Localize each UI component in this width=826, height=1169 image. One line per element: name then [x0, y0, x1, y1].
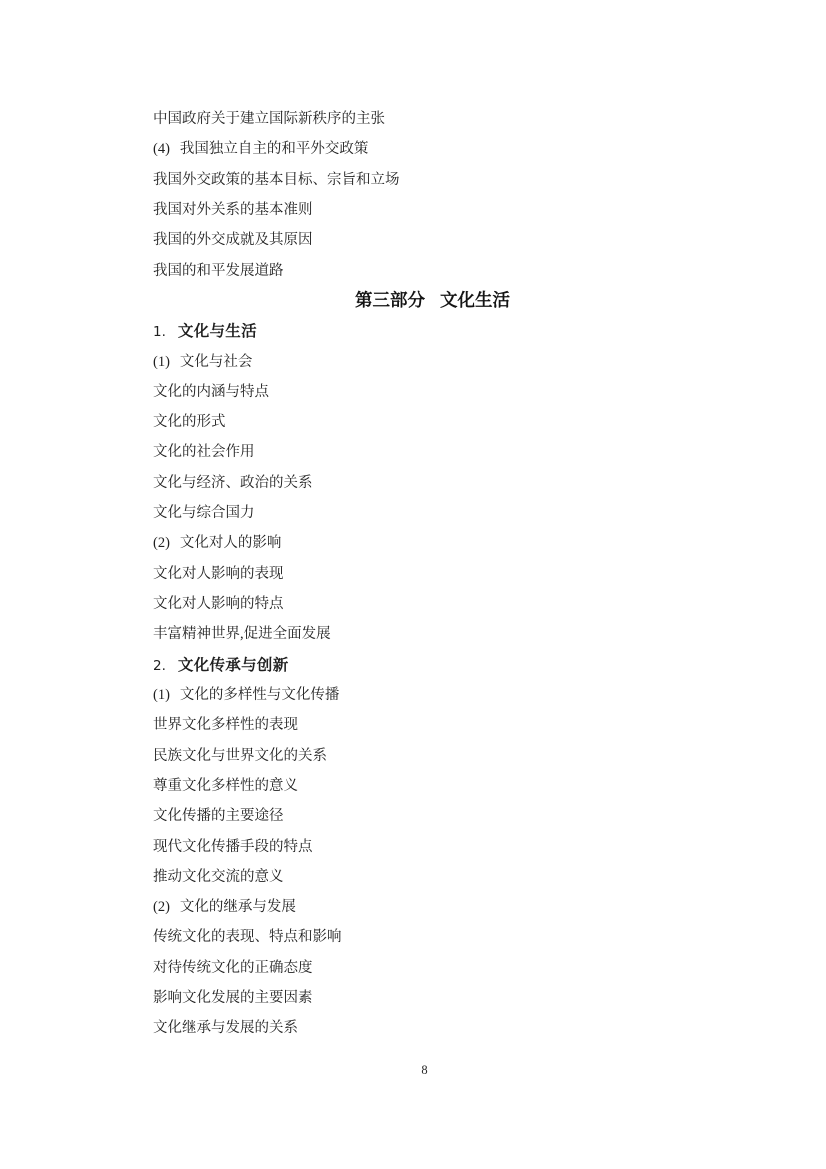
text-line — [153, 437, 712, 467]
text-line — [153, 983, 712, 1013]
line-text: 世界文化多样性的表现 — [153, 717, 298, 734]
section-part-label: 第三部分 — [355, 290, 425, 311]
text-line — [153, 165, 712, 195]
numbered-item — [153, 892, 712, 922]
item-number: 2. — [153, 657, 166, 674]
line-text: 尊重文化多样性的意义 — [153, 777, 298, 794]
sub-heading — [153, 650, 712, 680]
text-line — [153, 801, 712, 831]
line-text: 文化的内涵与特点 — [153, 383, 269, 400]
item-number: (1) — [153, 353, 170, 370]
text-line — [153, 256, 712, 286]
line-text: 我国的和平发展道路 — [153, 262, 284, 279]
text-line — [153, 862, 712, 892]
item-number: (2) — [153, 535, 170, 552]
line-text: 民族文化与世界文化的关系 — [153, 747, 327, 764]
item-number: (2) — [153, 899, 170, 916]
line-text: 丰富精神世界,促进全面发展 — [153, 626, 331, 643]
text-line — [153, 377, 712, 407]
line-text: 文化的形式 — [153, 414, 226, 431]
section-heading — [153, 286, 712, 316]
numbered-item — [153, 134, 712, 164]
line-text: 文化与社会 — [179, 353, 253, 370]
text-line — [153, 953, 712, 983]
line-text: 文化对人的影响 — [179, 535, 282, 552]
text-line — [153, 619, 712, 649]
line-text: 中国政府关于建立国际新秩序的主张 — [153, 111, 385, 127]
text-line — [153, 195, 712, 225]
line-text: 我国对外关系的基本准则 — [153, 201, 313, 218]
line-text: 文化与生活 — [177, 322, 257, 341]
line-text: 我国外交政策的基本目标、宗旨和立场 — [153, 171, 400, 188]
document-body — [153, 104, 712, 1044]
numbered-item — [153, 680, 712, 710]
numbered-item — [153, 347, 712, 377]
text-line — [153, 741, 712, 771]
line-text: 文化生活 — [440, 290, 510, 311]
line-text: 文化与综合国力 — [153, 505, 255, 522]
line-text: 文化与经济、政治的关系 — [153, 474, 313, 491]
line-text: 文化继承与发展的关系 — [153, 1020, 298, 1037]
text-line — [153, 922, 712, 952]
text-line — [153, 407, 712, 437]
line-text: 文化对人影响的特点 — [153, 596, 284, 612]
text-line — [153, 225, 712, 255]
line-text: 我国的外交成就及其原因 — [153, 232, 313, 249]
text-line — [153, 771, 712, 801]
line-text: 影响文化发展的主要因素 — [153, 990, 313, 1007]
line-text: 文化的继承与发展 — [179, 899, 296, 916]
text-line — [153, 1013, 712, 1043]
line-text: 文化传播的主要途径 — [153, 808, 284, 825]
numbered-item — [153, 528, 712, 558]
line-text: 推动文化交流的意义 — [153, 868, 284, 885]
text-line — [153, 710, 712, 740]
item-number: (1) — [153, 686, 170, 703]
line-text: 文化传承与创新 — [177, 655, 289, 674]
text-line — [153, 832, 712, 862]
line-text: 文化的社会作用 — [153, 444, 255, 461]
text-line — [153, 498, 712, 528]
line-text: 文化对人影响的表现 — [153, 565, 284, 582]
sub-heading — [153, 316, 712, 346]
text-line — [153, 559, 712, 589]
text-line — [153, 104, 712, 134]
line-text: 传统文化的表现、特点和影响 — [153, 929, 342, 946]
line-text: 对待传统文化的正确态度 — [153, 959, 313, 976]
text-line — [153, 589, 712, 619]
text-line — [153, 468, 712, 498]
page-number: 8 — [421, 1063, 428, 1077]
line-text: 文化的多样性与文化传播 — [179, 686, 340, 703]
line-text: 我国独立自主的和平外交政策 — [179, 141, 369, 158]
line-text: 现代文化传播手段的特点 — [153, 838, 313, 855]
item-number: 1. — [153, 324, 166, 341]
item-number: (4) — [153, 141, 170, 158]
